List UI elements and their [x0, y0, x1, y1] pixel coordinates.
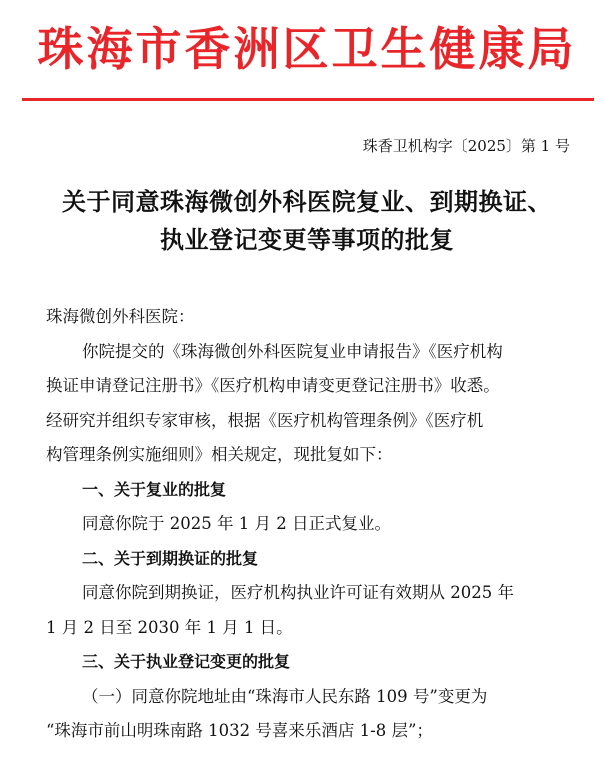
intro-line: 构管理条例实施细则》相关规定，现批复如下： [46, 445, 393, 464]
document-number: 珠香卫机构字〔2025〕第 1 号 [362, 137, 570, 155]
intro-line: 你院提交的《珠海微创外科医院复业申请报告》《医疗机构 [82, 341, 503, 361]
intro-line: 经研究并组织专家审核，根据《医疗机构管理条例》《医疗机 [46, 410, 484, 430]
addressee: 珠海微创外科医院： [46, 307, 195, 326]
letterhead-issuer: 珠海市香洲区卫生健康局 [37, 22, 577, 76]
section-2-line: 1 月 2 日至 2030 年 1 月 1 日。 [46, 617, 293, 637]
section-1-heading: 一、关于复业的批复 [82, 479, 227, 499]
section-2-heading: 二、关于到期换证的批复 [82, 548, 259, 568]
section-2-line: 同意你院到期换证，医疗机构执业许可证有效期从 2025 年 [82, 583, 514, 602]
section-3-line: （一）同意你院地址由“珠海市人民东路 109 号”变更为 [82, 686, 488, 706]
intro-line: 换证申请登记注册书》《医疗机构申请变更登记注册书》收悉。 [46, 376, 500, 395]
document-title-line-2: 执业登记变更等事项的批复 [160, 225, 454, 254]
section-3-heading: 三、关于执业登记变更的批复 [82, 652, 291, 671]
letterhead-red-rule [22, 98, 594, 101]
document-body [46, 300, 576, 749]
section-1-text: 同意你院于 2025 年 1 月 2 日正式复业。 [82, 514, 391, 533]
section-3-line: “珠海市前山明珠南路 1032 号喜来乐酒店 1-8 层”； [46, 721, 433, 740]
document-title [30, 183, 584, 259]
document-title-line-1: 关于同意珠海微创外科医院复业、到期换证、 [62, 187, 552, 216]
